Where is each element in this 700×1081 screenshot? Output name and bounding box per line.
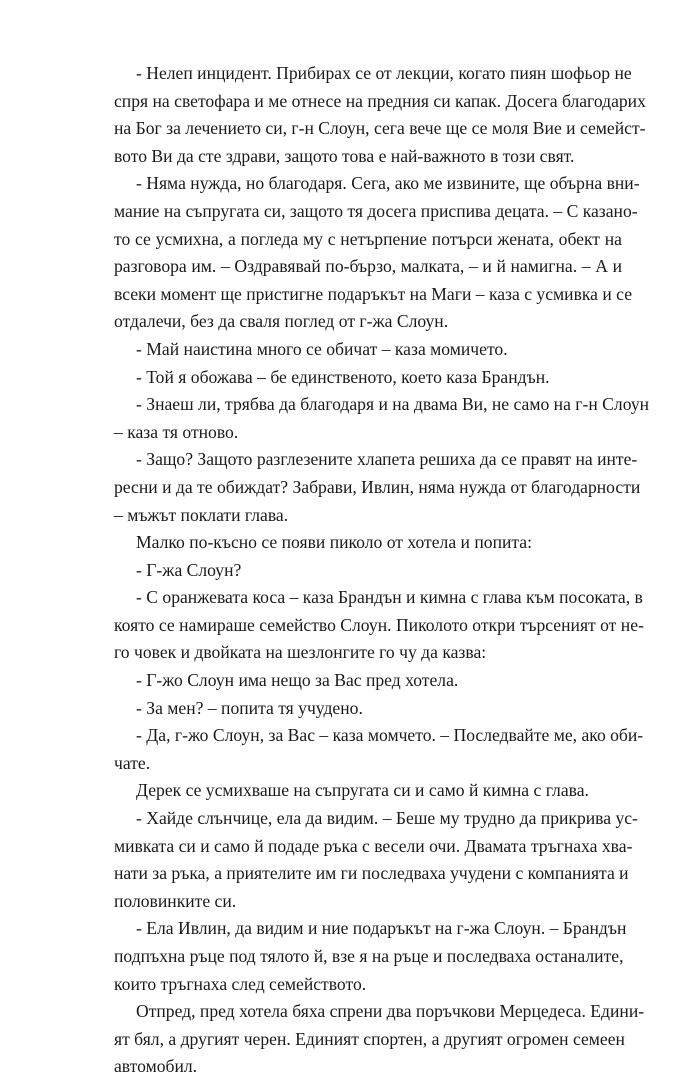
text-line: - Г-жо Слоун има нещо за Вас пред хотела. <box>136 670 459 691</box>
paragraph <box>92 557 622 585</box>
text-line: - С оранжевата коса – каза Брандън и кимна с глава към посоката, в <box>136 587 643 608</box>
text-line: – каза тя отново. <box>114 421 239 442</box>
text-line: - Да, г-жо Слоун, за Вас – каза момчето. – Последвайте ме, ако оби- <box>136 725 644 746</box>
text-line: го човек и двойката на шезлонгите го чу да казва: <box>114 642 487 663</box>
text-line: разговора им. – Оздравявай по-бързо, малката, – и й намигна. – А и <box>114 256 622 277</box>
text-line: ят бял, а другият черен. Единият спортен, а другият огромен семеен <box>114 1028 625 1049</box>
paragraph <box>92 805 638 915</box>
paragraph <box>92 722 644 777</box>
text-line: мание на съпругата си, защото тя досега приспива децата. – С казано- <box>114 200 638 221</box>
text-line: - Той я обожава – бе единственото, което каза Брандън. <box>136 366 550 387</box>
text-line: отдалечи, без да сваля поглед от г-жа Слоун. <box>114 311 449 332</box>
paragraph <box>92 364 622 392</box>
text-line: всеки момент ще пристигне подаръкът на Маги – каза с усмивка и се <box>114 283 633 304</box>
text-line: мивката си и само й подаде ръка с весели очи. Двамата тръгнаха хва- <box>114 835 633 856</box>
paragraph <box>92 777 622 805</box>
text-line: – мъжът поклати глава. <box>114 504 289 525</box>
text-line: - Нелеп инцидент. Прибирах се от лекции, когато пиян шофьор не <box>136 63 632 83</box>
text-line: то се усмихна, а погледа му с нетърпение потърси жената, обект на <box>114 228 622 249</box>
text-line: нати за ръка, а приятелите им ги последваха учудени с компанията и <box>114 863 629 884</box>
text-line: - Няма нужда, но благодаря. Сега, ако ме извините, ще обърна вни- <box>136 173 640 194</box>
text-line: които тръгнаха след семейството. <box>114 973 367 994</box>
paragraph <box>92 529 622 557</box>
paragraph <box>92 60 646 170</box>
text-line: - Ела Ивлин, да видим и ние подаръкът на г-жа Слоун. – Брандън <box>136 918 627 939</box>
text-line: Отпред, пред хотела бяха спрени два поръчкови Мерцедеса. Едини- <box>136 1001 645 1022</box>
paragraph <box>92 695 622 723</box>
text-line: - Май наистина много се обичат – каза момичето. <box>136 338 508 359</box>
text-line: автомобил. <box>114 1056 198 1077</box>
text-line: чате. <box>114 752 151 773</box>
text-line: подпъхна ръце под тялото й, взе я на ръце и последваха останалите, <box>114 946 624 966</box>
text-line: - За мен? – попита тя учудено. <box>136 697 363 718</box>
paragraph <box>92 915 627 998</box>
text-line: Дерек се усмихваше на съпругата си и само й кимна с глава. <box>136 780 589 801</box>
text-line: - Защо? Защото разглезените хлапета решиха да се правят на инте- <box>136 449 638 470</box>
text-line: вото Ви да сте здрави, защото това е най-важното в този свят. <box>114 145 575 166</box>
paragraph <box>92 667 622 695</box>
text-line: която се намираше семейство Слоун. Пиколото откри търсеният от не- <box>114 614 644 635</box>
text-line: - Хайде слънчице, ела да видим. – Беше му трудно да прикрива ус- <box>136 808 638 829</box>
text-line: - Знаеш ли, трябва да благодаря и на двама Ви, не само на г-н Слоун <box>136 394 650 415</box>
paragraph <box>92 391 650 446</box>
text-line: спря на светофара и ме отнесе на предния си капак. Досега благодарих <box>114 90 646 111</box>
text-line: половинките си. <box>114 890 237 911</box>
text-line: Малко по-късно се появи пиколо от хотела и попита: <box>136 532 533 553</box>
paragraph <box>92 446 641 529</box>
text-line: - Г-жа Слоун? <box>136 559 242 580</box>
paragraph <box>92 336 622 364</box>
text-line: на Бог за лечението си, г-н Слоун, сега вече ще се моля Вие и семейст- <box>114 118 646 139</box>
paragraph <box>92 584 644 667</box>
paragraph <box>92 170 640 336</box>
paragraph <box>92 998 645 1081</box>
text-line: ресни и да те обиждат? Забрави, Ивлин, няма нужда от благодарности <box>114 476 641 497</box>
